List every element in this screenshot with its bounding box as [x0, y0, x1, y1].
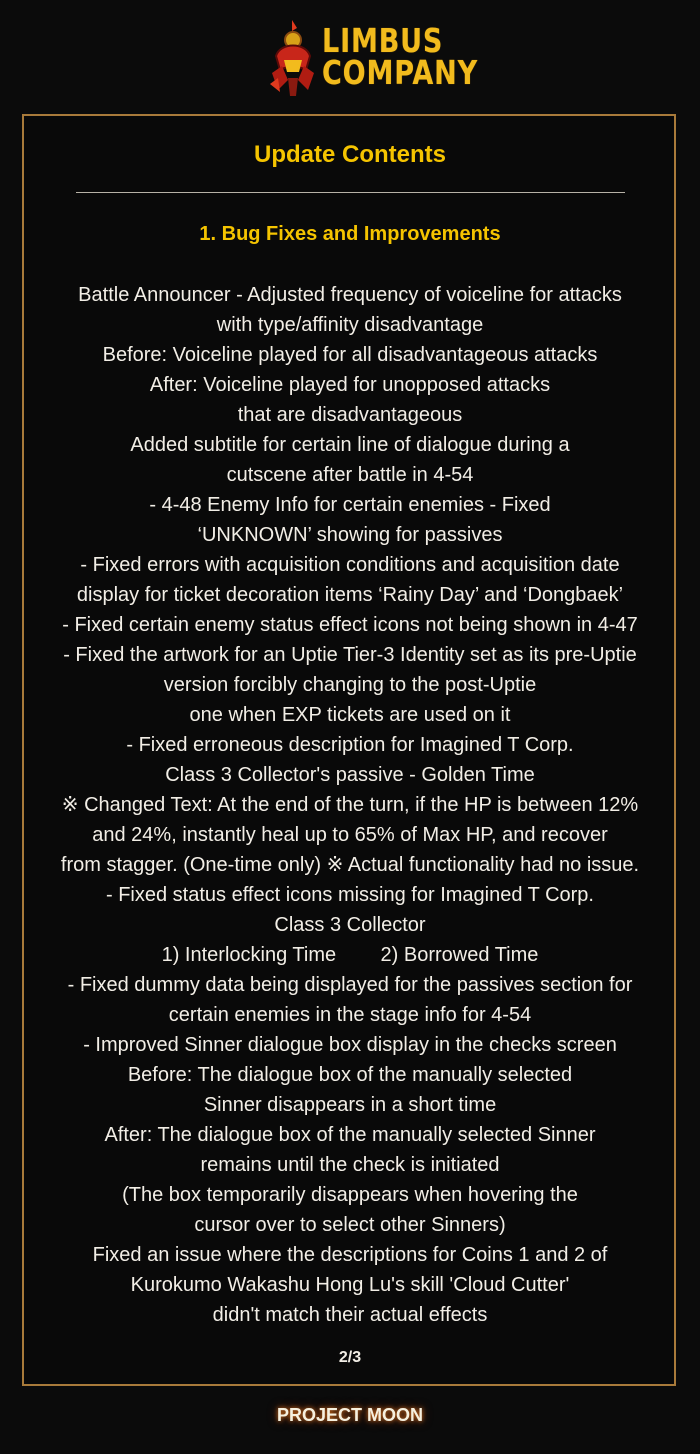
note-line: - Fixed erroneous description for Imagined T Corp. — [126, 734, 574, 756]
page-indicator: 2/3 — [338, 1349, 362, 1366]
note-line: - Improved Sinner dialogue box display in the checks screen — [83, 1034, 617, 1056]
note-line: Before: Voiceline played for all disadvantageous attacks — [102, 344, 598, 366]
note-line: - Fixed dummy data being displayed for the passives section for — [67, 974, 633, 996]
note-line: After: The dialogue box of the manually selected Sinner — [104, 1124, 596, 1146]
note-line: Fixed an issue where the descriptions for Coins 1 and 2 of — [92, 1244, 608, 1266]
note-line: ※ Changed Text: At the end of the turn, if the HP is between 12% — [61, 794, 639, 816]
note-line: 1) Interlocking Time 2) Borrowed Time — [161, 944, 539, 966]
note-line: from stagger. (One-time only) ※ Actual functionality had no issue. — [60, 854, 640, 876]
note-line: Sinner disappears in a short time — [203, 1094, 497, 1116]
logo-line-1: LIMBUS — [322, 21, 444, 60]
note-line: - Fixed errors with acquisition conditions and acquisition date — [80, 554, 620, 576]
update-notes — [36, 280, 664, 1330]
section-heading: 1. Bug Fixes and Improvements — [199, 223, 501, 245]
note-line: version forcibly changing to the post-Uptie — [163, 674, 537, 696]
note-line: cursor over to select other Sinners) — [194, 1214, 506, 1236]
note-line: certain enemies in the stage info for 4-54 — [168, 1004, 532, 1026]
note-line: - Fixed the artwork for an Uptie Tier-3 Identity set as its pre-Uptie — [63, 644, 637, 666]
logo-line-2: COMPANY — [322, 53, 479, 92]
note-line: - 4-48 Enemy Info for certain enemies - Fixed — [149, 494, 551, 516]
note-line: display for ticket decoration items ‘Rainy Day’ and ‘Dongbaek’ — [76, 584, 624, 606]
note-line: - Fixed status effect icons missing for Imagined T Corp. — [106, 884, 594, 906]
note-line: Kurokumo Wakashu Hong Lu's skill 'Cloud Cutter' — [130, 1274, 570, 1296]
note-line: (The box temporarily disappears when hovering the — [122, 1184, 578, 1206]
note-line: remains until the check is initiated — [200, 1154, 500, 1176]
note-line: with type/affinity disadvantage — [216, 314, 484, 336]
limbus-company-emblem-icon — [266, 18, 322, 98]
note-line: Class 3 Collector — [274, 914, 426, 936]
note-line: After: Voiceline played for unopposed attacks — [149, 374, 551, 396]
note-line: Before: The dialogue box of the manually selected — [127, 1064, 573, 1086]
note-line: - Fixed certain enemy status effect icons not being shown in 4-47 — [62, 614, 638, 636]
title-divider — [76, 192, 625, 193]
note-line: Battle Announcer - Adjusted frequency of voiceline for attacks — [78, 284, 622, 306]
panel-title: Update Contents — [254, 141, 446, 168]
note-line: and 24%, instantly heal up to 65% of Max HP, and recover — [92, 824, 608, 846]
note-line: ‘UNKNOWN’ showing for passives — [197, 524, 503, 546]
note-line: one when EXP tickets are used on it — [189, 704, 511, 726]
limbus-company-logo — [266, 18, 479, 98]
note-line: didn't match their actual effects — [212, 1304, 488, 1326]
logo-wordmark — [322, 21, 479, 92]
note-line: cutscene after battle in 4-54 — [226, 464, 474, 486]
project-moon-footer-logo: PROJECT MOON — [276, 1405, 423, 1425]
header — [0, 0, 700, 112]
note-line: Class 3 Collector's passive - Golden Time — [165, 764, 535, 786]
note-line: Added subtitle for certain line of dialogue during a — [130, 434, 570, 456]
note-line: that are disadvantageous — [237, 404, 463, 426]
